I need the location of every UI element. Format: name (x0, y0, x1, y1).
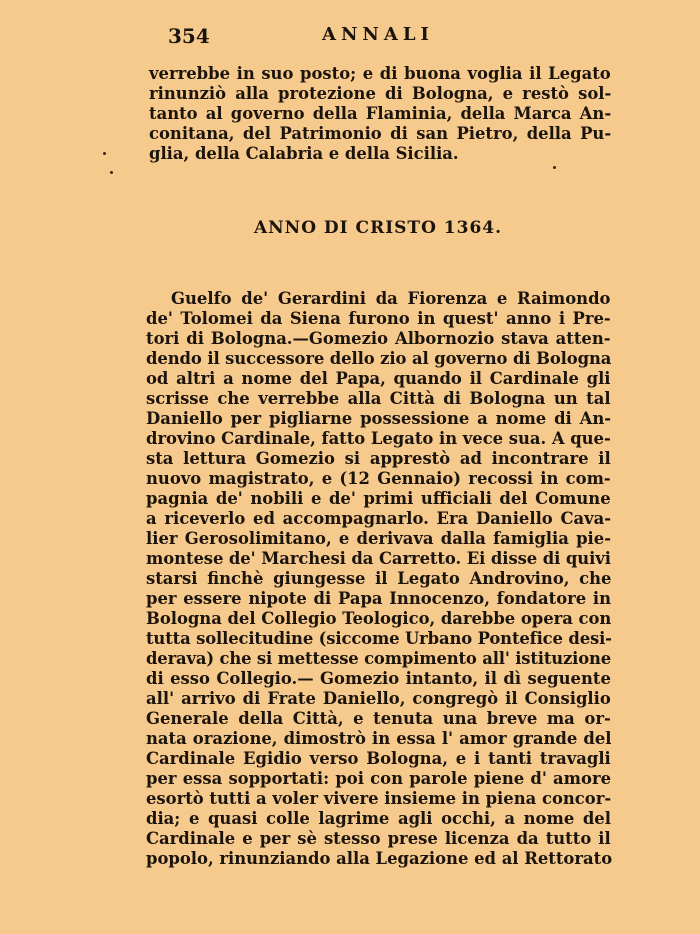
text-line: lier Gerosolimitano, e derivava dalla famiglia pie- (146, 529, 611, 548)
text-line: montese de' Marchesi da Carretto. Ei disse di quivi (146, 549, 611, 568)
text-line: tanto al governo della Flaminia, della Marca An- (149, 104, 612, 123)
text-line: Guelfo de' Gerardini da Fiorenza e Raimondo (171, 289, 611, 308)
text-line: dendo il successore dello zio al governo di Bologna (146, 349, 612, 368)
text-line: scrisse che verrebbe alla Città di Bologna un tal (146, 389, 611, 408)
text-line: Daniello per pigliarne possessione a nome di An- (146, 409, 612, 428)
running-title: ANNALI (322, 24, 434, 45)
text-line: Cardinale e per sè stesso prese licenza da tutto il (146, 829, 611, 848)
text-line: sta lettura Gomezio si apprestò ad incontrare il (146, 449, 611, 468)
text-line: popolo, rinunziando alla Legazione ed al Rettorato (146, 849, 613, 868)
text-line: conitana, del Patrimonio di san Pietro, della Pu- (149, 124, 612, 143)
text-line: nuovo magistrato, e (12 Gennaio) recossi in com- (146, 469, 611, 488)
ink-speck (110, 171, 113, 174)
text-line: rinunziò alla protezione di Bologna, e restò sol- (149, 84, 612, 103)
text-line: derava) che si mettesse compimento all' istituzione (146, 649, 612, 668)
text-line: verrebbe in suo posto; e di buona voglia il Legato (149, 64, 611, 83)
text-line: de' Tolomei da Siena furono in quest' anno i Pre- (146, 309, 611, 328)
text-line: per essa sopportati: poi con parole piene d' amore (146, 769, 612, 788)
text-line: glia, della Calabria e della Sicilia. (149, 144, 459, 163)
text-line: per essere nipote di Papa Innocenzo, fondatore in (146, 589, 612, 608)
text-line: Generale della Città, e tenuta una breve ma or- (146, 709, 611, 728)
text-line: drovino Cardinale, fatto Legato in vece sua. A que- (146, 429, 611, 448)
section-heading (0, 218, 700, 238)
text-line: pagnia de' nobili e de' primi ufficiali del Comune (146, 489, 611, 508)
text-line: nata orazione, dimostrò in essa l' amor grande del (146, 729, 612, 748)
text-line: Cardinale Egidio verso Bologna, e i tanti travagli (146, 749, 611, 768)
text-line: Bologna del Collegio Teologico, darebbe opera con (146, 609, 612, 628)
ink-speck (553, 166, 556, 169)
text-line: a riceverlo ed accompagnarlo. Era Daniello Cava- (146, 509, 612, 528)
text-line: tori di Bologna.—Gomezio Albornozio stava atten- (146, 329, 611, 348)
ink-speck (103, 152, 106, 155)
text-line: tutta sollecitudine (siccome Urbano Pontefice desi- (146, 629, 612, 648)
text-line: dia; e quasi colle lagrime agli occhi, a nome del (146, 809, 611, 828)
section-heading-text: ANNO DI CRISTO 1364. (253, 218, 503, 238)
text-line: od altri a nome del Papa, quando il Cardinale gli (146, 369, 611, 388)
text-line: starsi finchè giungesse il Legato Androvino, che (146, 569, 612, 588)
text-line: esortò tutti a voler vivere insieme in piena concor- (146, 789, 612, 808)
page-header (0, 22, 700, 52)
page-number: 354 (168, 24, 210, 48)
text-line: all' arrivo di Frate Daniello, congregò il Consiglio (146, 689, 611, 708)
text-line: di esso Collegio.— Gomezio intanto, il dì seguente (146, 669, 611, 688)
